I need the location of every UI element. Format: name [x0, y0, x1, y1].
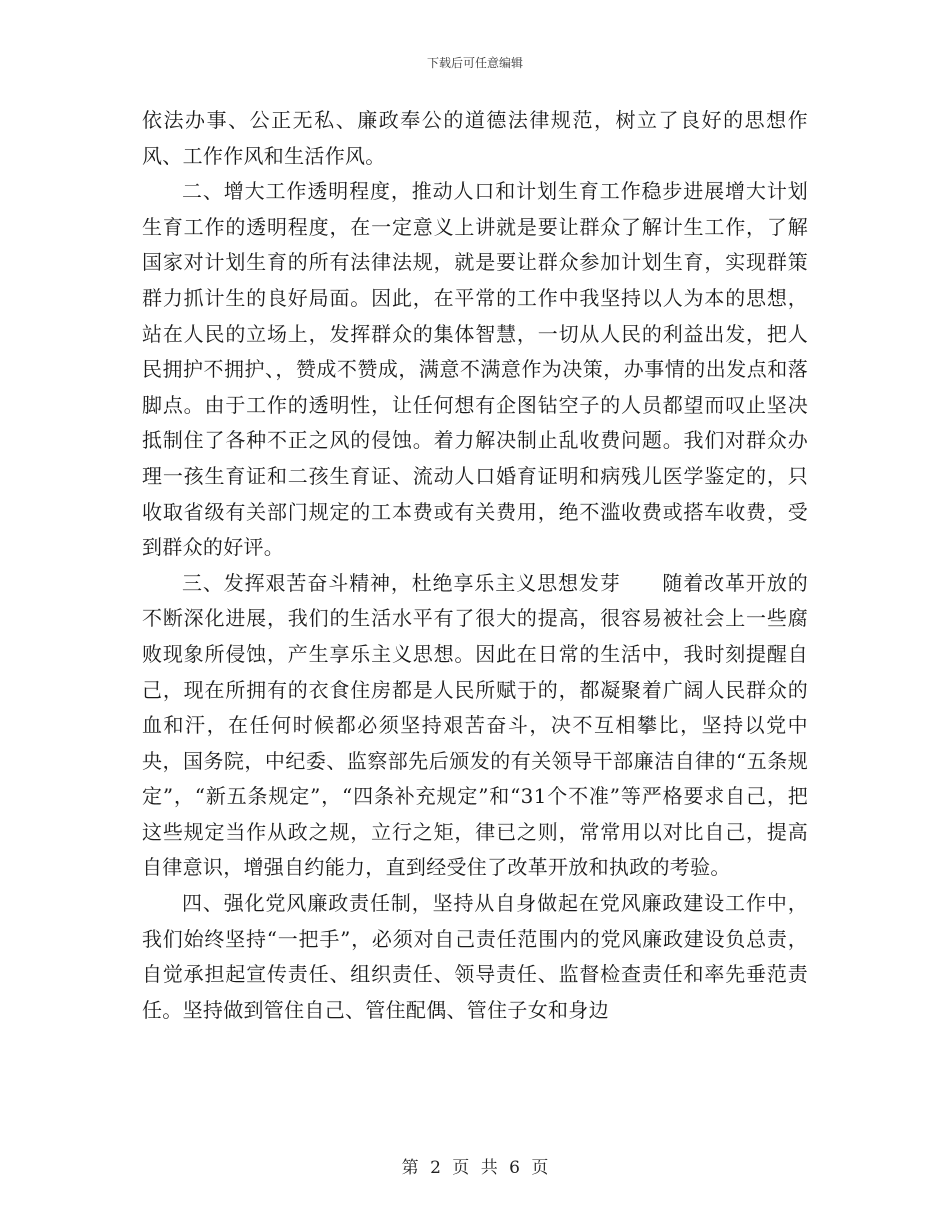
- paragraph-section-4: 四、强化党风廉政责任制，坚持从自身做起在党风廉政建设工作中，我们始终坚持“一把手”，必须对自己责任范围内的党风廉政建设负总责，自觉承担起宣传责任、组织责任、领导责任、监督检查责任和率先垂范责任。坚持做到管住自己、管住配偶、管住子女和身边: [142, 891, 808, 1022]
- paragraph-section-2: 二、增大工作透明程度，推动人口和计划生育工作稳步进展增大计划生育工作的透明程度，在一定意义上讲就是要让群众了解计生工作，了解国家对计划生育的所有法律法规，就是要让群众参加计划生育，实现群策群力抓计生的良好局面。因此，在平常的工作中我坚持以人为本的思想，站在人民的立场上，发挥群众的集体智慧，一切从人民的利益出发，把人民拥护不拥护、，赞成不赞成，满意不满意作为决策，办事情的出发点和落脚点。由于工作的透明性，让任何想有企图钻空子的人员都望而叹止坚决抵制住了各种不正之风的侵蚀。着力解决制止乱收费问题。我们对群众办理一孩生育证和二孩生育证、流动人口婚育证明和病残儿医学鉴定的，只收取省级有关部门规定的工本费或有关费用，绝不滥收费或搭车收费，受到群众的好评。: [142, 179, 808, 560]
- document-body: [142, 103, 808, 1028]
- page-number: 第 2 页 共 6 页: [401, 1158, 549, 1178]
- paragraph-section-3: 三、发挥艰苦奋斗精神，杜绝享乐主义思想发芽 随着改革开放的不断深化进展，我们的生活水平有了很大的提高，很容易被社会上一些腐败现象所侵蚀，产生享乐主义思想。因此在日常的生活中，我时刻提醒自己，现在所拥有的衣食住房都是人民所赋于的，都凝聚着广阔人民群众的血和汗，在任何时候都必须坚持艰苦奋斗，决不互相攀比，坚持以党中央，国务院，中纪委、监察部先后颁发的有关领导干部廉洁自律的“五条规定”，“新五条规定”，“四条补充规定”和“31个不准”等严格要求自己，把这些规定当作从政之规，立行之矩，律已之则，常常用以对比自己，提高自律意识，增强自约能力，直到经受住了改革开放和执政的考验。: [142, 570, 808, 880]
- header-note: 下载后可任意编辑: [426, 56, 523, 70]
- paragraph-continuation: 依法办事、公正无私、廉政奉公的道德法律规范，树立了良好的思想作风、工作作风和生活作风。: [142, 108, 808, 168]
